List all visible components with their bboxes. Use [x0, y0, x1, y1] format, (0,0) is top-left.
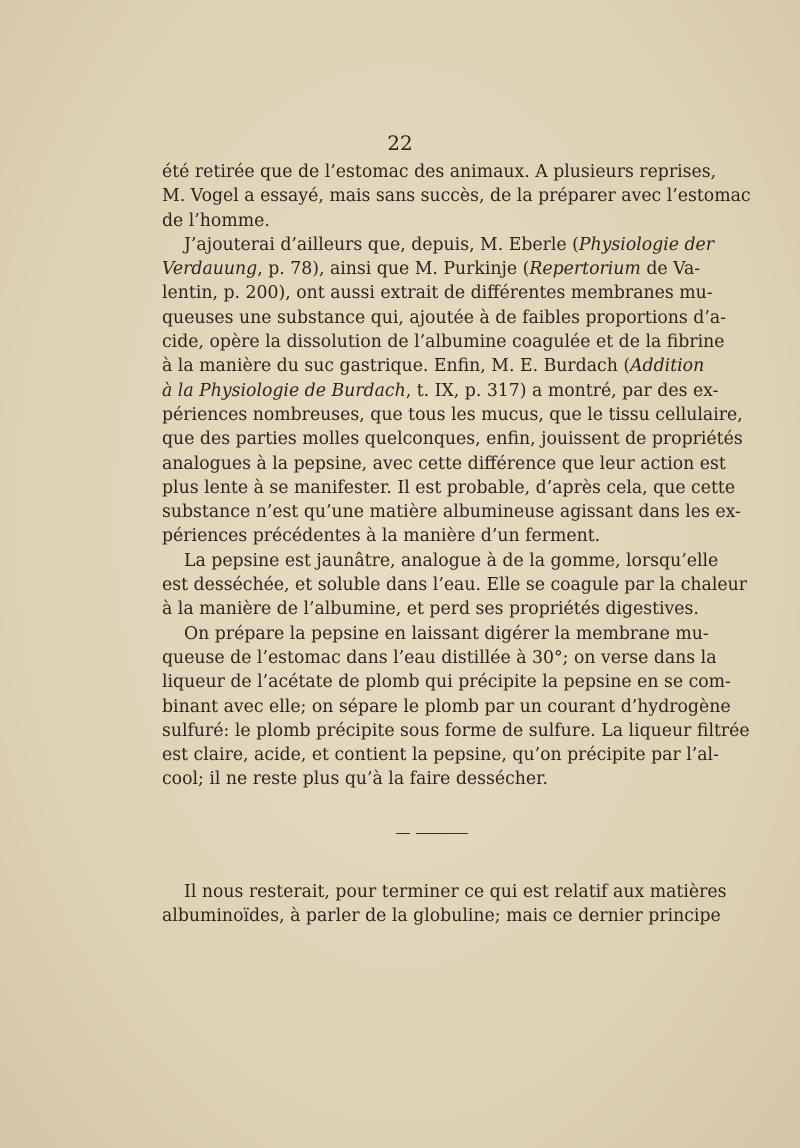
text-line: est desséchée, et soluble dans l’eau. Elle se coagule par la chaleur: [162, 575, 747, 596]
text-line: La pepsine est jaunâtre, analogue à de la gomme, lorsqu’elle: [184, 550, 719, 571]
text-line: Il nous resterait, pour terminer ce qui est relatif aux matières: [184, 882, 727, 902]
text-run: , p. 78), ainsi que M. Purkinje (: [257, 259, 530, 280]
text-line: cool; il ne reste plus qu’à la faire dessécher.: [162, 769, 548, 790]
text-line: périences nombreuses, que tous les mucus, que le tissu cellulaire,: [162, 404, 743, 425]
italic-citation: Verdauung: [162, 259, 258, 280]
body-text-main: [162, 160, 751, 792]
text-run: J’ajouterai d’ailleurs que, depuis, M. Eberle (: [184, 234, 579, 255]
text-line: On prépare la pepsine en laissant digérer la membrane mu-: [184, 623, 709, 644]
text-line: périences précédentes à la manière d’un ferment.: [162, 526, 601, 547]
text-line: que des parties molles quelconques, enfin, jouissent de propriétés: [162, 429, 743, 450]
text-line: [162, 233, 715, 257]
text-line: à la manière de l’albumine, et perd ses propriétés digestives.: [162, 599, 699, 620]
text-line: queuse de l’estomac dans l’eau distillée à 30°; on verse dans la: [162, 647, 717, 668]
page-number: 22: [387, 131, 413, 155]
body-text-continuation: [162, 880, 727, 929]
text-line: M. Vogel a essayé, mais sans succès, de la préparer avec l’estomac: [162, 186, 751, 207]
text-line: binant avec elle; on sépare le plomb par un courant d’hydrogène: [162, 696, 731, 717]
text-line: est claire, acide, et contient la pepsine, qu’on précipite par l’al-: [162, 745, 719, 766]
text-line: substance n’est qu’une matière albumineuse agissant dans les ex-: [162, 502, 741, 523]
text-line: de l’homme.: [162, 210, 270, 231]
text-line: cide, opère la dissolution de l’albumine coagulée et de la fibrine: [162, 332, 725, 353]
text-line: [162, 379, 719, 403]
text-line: [162, 354, 705, 378]
text-line: lentin, p. 200), ont aussi extrait de différentes membranes mu-: [162, 283, 713, 304]
text-run: à la manière du suc gastrique. Enfin, M. E. Burdach (: [162, 356, 631, 377]
text-line: liqueur de l’acétate de plomb qui précipite la pepsine en se com-: [162, 672, 731, 693]
text-run: , t. IX, p. 317) a montré, par des ex-: [405, 380, 719, 401]
text-line: plus lente à se manifester. Il est probable, d’après cela, que cette: [162, 477, 736, 498]
italic-citation: Physiologie der: [578, 234, 715, 255]
text-line: [162, 257, 701, 281]
text-run: de Va-: [640, 259, 701, 280]
text-line: albuminoïdes, à parler de la globuline; mais ce dernier principe: [162, 906, 721, 927]
italic-citation: Addition: [630, 356, 705, 377]
text-line: été retirée que de l’estomac des animaux. A plusieurs reprises,: [162, 162, 717, 182]
text-line: analogues à la pepsine, avec cette différence que leur action est: [162, 453, 726, 474]
italic-citation: Repertorium: [529, 259, 641, 280]
text-line: queuses une substance qui, ajoutée à de faibles proportions d’a-: [162, 307, 726, 328]
text-line: sulfuré: le plomb précipite sous forme de sulfure. La liqueur filtrée: [162, 720, 750, 741]
italic-citation: à la Physiologie de Burdach: [162, 380, 406, 401]
